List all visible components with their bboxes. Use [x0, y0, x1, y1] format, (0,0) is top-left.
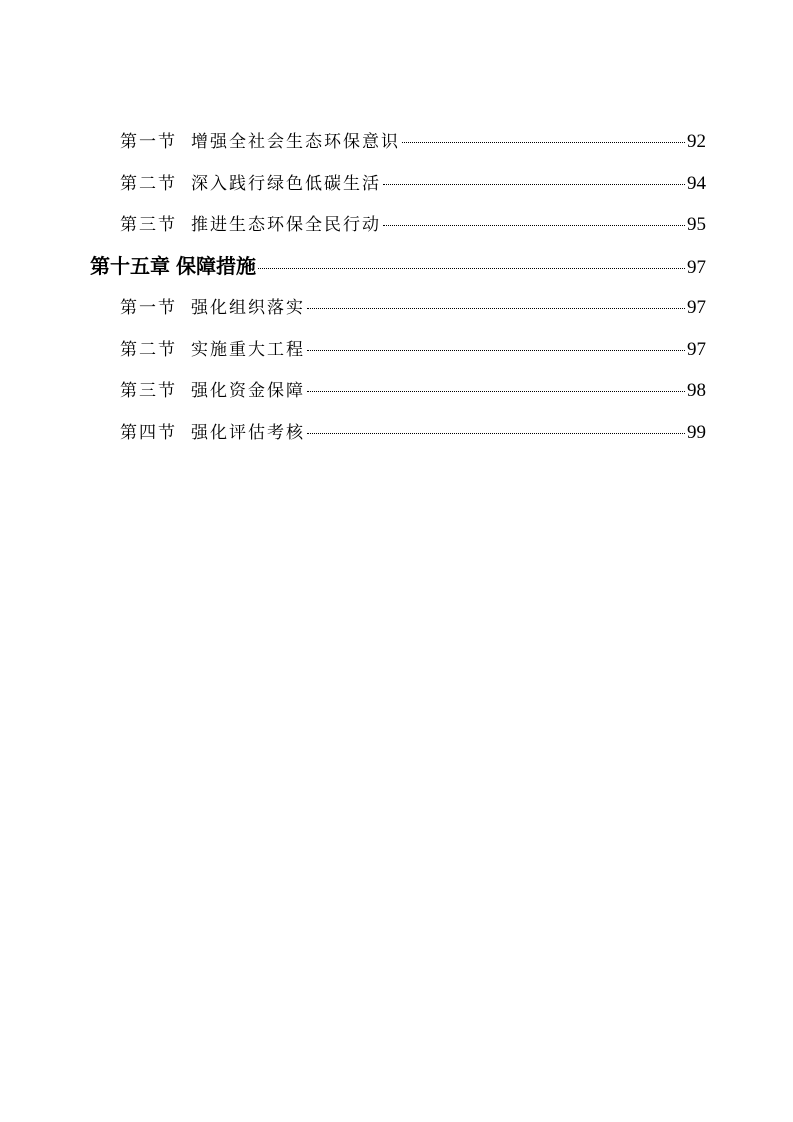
section-title: 推进生态环保全民行动 [191, 215, 381, 235]
chapter-title: 保障措施 [176, 254, 256, 278]
toc-entry-section[interactable] [120, 418, 706, 448]
toc-entry-label [120, 418, 305, 448]
section-title: 深入践行绿色低碳生活 [191, 174, 381, 194]
toc-entry-label [120, 376, 305, 406]
toc-entry-section[interactable] [120, 210, 706, 240]
toc-entry-label [120, 169, 381, 199]
section-number: 第四节 [120, 423, 177, 443]
section-number: 第二节 [120, 340, 177, 360]
section-title: 增强全社会生态环保意识 [191, 132, 400, 152]
toc-entry-label [120, 127, 400, 157]
dot-leader [307, 308, 685, 309]
toc-entry-section[interactable] [120, 293, 706, 323]
dot-leader [307, 391, 685, 392]
dot-leader [383, 225, 685, 226]
toc-entry-chapter[interactable] [90, 251, 706, 281]
page-number: 95 [687, 214, 706, 235]
section-number: 第三节 [120, 215, 177, 235]
page-number: 97 [687, 257, 706, 278]
page-number: 97 [687, 339, 706, 360]
toc-entry-section[interactable] [120, 376, 706, 406]
page-number: 97 [687, 297, 706, 318]
page-number: 99 [687, 422, 706, 443]
dot-leader [307, 350, 685, 351]
section-number: 第一节 [120, 132, 177, 152]
dot-leader [402, 142, 685, 143]
section-title: 强化资金保障 [191, 381, 305, 401]
toc-entry-section[interactable] [120, 335, 706, 365]
section-number: 第一节 [120, 298, 177, 318]
page-number: 94 [687, 173, 706, 194]
page-number: 92 [687, 131, 706, 152]
section-title: 实施重大工程 [191, 340, 305, 360]
section-title: 强化组织落实 [191, 298, 305, 318]
section-title: 强化评估考核 [191, 423, 305, 443]
toc-entry-label [90, 251, 256, 281]
toc-entry-label [120, 210, 381, 240]
toc-entry-section[interactable] [120, 169, 706, 199]
dot-leader [383, 184, 685, 185]
toc-entry-label [120, 335, 305, 365]
dot-leader [258, 268, 685, 269]
toc-entry-label [120, 293, 305, 323]
toc-entry-section[interactable] [120, 127, 706, 157]
section-number: 第三节 [120, 381, 177, 401]
chapter-number: 第十五章 [90, 254, 170, 278]
section-number: 第二节 [120, 174, 177, 194]
page-number: 98 [687, 380, 706, 401]
dot-leader [307, 433, 685, 434]
